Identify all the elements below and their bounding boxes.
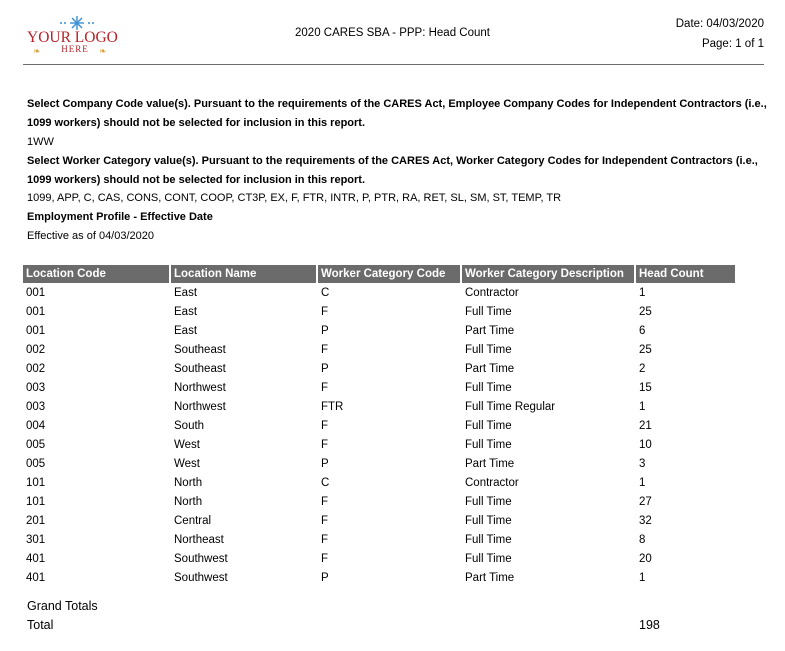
cell-head-count: 21 bbox=[639, 419, 652, 432]
cell-head-count: 15 bbox=[639, 381, 652, 394]
table-row bbox=[23, 359, 735, 378]
cell-location-name: North bbox=[174, 476, 203, 489]
table-row bbox=[23, 435, 735, 454]
cell-location-name: East bbox=[174, 286, 198, 299]
cell-worker-category-code: F bbox=[321, 305, 329, 318]
cell-location-code: 101 bbox=[26, 495, 46, 508]
cell-location-name: Southeast bbox=[174, 362, 226, 375]
table-row bbox=[23, 568, 735, 587]
cell-head-count: 1 bbox=[639, 476, 646, 489]
cell-location-code: 401 bbox=[26, 571, 46, 584]
cell-location-code: 003 bbox=[26, 381, 46, 394]
cell-location-code: 201 bbox=[26, 514, 46, 527]
table-row bbox=[23, 321, 735, 340]
cell-worker-category-description: Full Time bbox=[465, 343, 512, 356]
cell-location-name: East bbox=[174, 305, 198, 318]
cell-head-count: 6 bbox=[639, 324, 646, 337]
table-row bbox=[23, 302, 735, 321]
cell-worker-category-description: Full Time bbox=[465, 381, 512, 394]
cell-location-code: 005 bbox=[26, 438, 46, 451]
cell-location-code: 001 bbox=[26, 305, 46, 318]
header-divider bbox=[23, 64, 764, 65]
cell-worker-category-code: F bbox=[321, 552, 329, 565]
cell-head-count: 25 bbox=[639, 305, 652, 318]
cell-head-count: 32 bbox=[639, 514, 652, 527]
col-header-worker-category-code: Worker Category Code bbox=[317, 265, 461, 283]
cell-location-name: Northeast bbox=[174, 533, 224, 546]
cell-location-code: 003 bbox=[26, 400, 46, 413]
cell-location-code: 005 bbox=[26, 457, 46, 470]
cell-worker-category-code: F bbox=[321, 438, 329, 451]
page-number: Page: 1 of 1 bbox=[701, 38, 764, 50]
table-row bbox=[23, 549, 735, 568]
cell-worker-category-code: C bbox=[321, 476, 330, 489]
cell-location-code: 101 bbox=[26, 476, 46, 489]
cell-location-name: Southwest bbox=[174, 552, 228, 565]
logo-main-text: YOUR LOGO bbox=[27, 29, 118, 46]
cell-location-code: 301 bbox=[26, 533, 46, 546]
cell-worker-category-description: Full Time Regular bbox=[465, 400, 556, 413]
cell-worker-category-code: FTR bbox=[321, 400, 344, 413]
cell-worker-category-code: C bbox=[321, 286, 330, 299]
table-row bbox=[23, 397, 735, 416]
cell-head-count: 10 bbox=[639, 438, 652, 451]
cell-location-name: Central bbox=[174, 514, 212, 527]
table-row bbox=[23, 340, 735, 359]
cell-worker-category-code: P bbox=[321, 457, 329, 470]
cell-head-count: 20 bbox=[639, 552, 652, 565]
cell-worker-category-description: Full Time bbox=[465, 552, 512, 565]
cell-worker-category-description: Full Time bbox=[465, 533, 512, 546]
table-row bbox=[23, 473, 735, 492]
table-row bbox=[23, 283, 735, 302]
effective-date-value: Effective as of 04/03/2020 bbox=[27, 230, 154, 242]
cell-location-name: South bbox=[174, 419, 205, 432]
table-row bbox=[23, 378, 735, 397]
cell-location-code: 001 bbox=[26, 286, 46, 299]
cell-head-count: 2 bbox=[639, 362, 646, 375]
table-row bbox=[23, 416, 735, 435]
col-header-location-code: Location Code bbox=[23, 265, 170, 283]
cell-worker-category-description: Full Time bbox=[465, 419, 512, 432]
company-code-prompt: Select Company Code value(s). Pursuant to the requirements of the CARES Act, Employee Company Codes for Independent Contractors (i.e., 1099 workers) should not be selected for inclusion in this report. bbox=[27, 98, 767, 129]
cell-worker-category-description: Full Time bbox=[465, 305, 512, 318]
cell-location-name: North bbox=[174, 495, 203, 508]
cell-worker-category-code: F bbox=[321, 381, 329, 394]
col-header-worker-category-description: Worker Category Description bbox=[461, 265, 635, 283]
col-header-location-name: Location Name bbox=[170, 265, 317, 283]
cell-worker-category-description: Full Time bbox=[465, 495, 512, 508]
cell-location-code: 004 bbox=[26, 419, 46, 432]
cell-location-name: Northwest bbox=[174, 381, 226, 394]
worker-category-prompt: Select Worker Category value(s). Pursuant to the requirements of the CARES Act, Worker Category Codes for Independent Contractors (i.e., 1099 workers) should not be selected for inclusion in this report. bbox=[27, 155, 758, 186]
total-label: Total bbox=[27, 618, 54, 632]
employment-profile-label: Employment Profile - Effective Date bbox=[27, 211, 213, 223]
cell-head-count: 1 bbox=[639, 571, 646, 584]
cell-worker-category-code: F bbox=[321, 419, 329, 432]
logo-sub-text: HERE bbox=[61, 44, 89, 54]
leaf-left-icon: ❧ bbox=[33, 46, 41, 56]
cell-worker-category-description: Part Time bbox=[465, 457, 515, 470]
cell-location-name: West bbox=[174, 438, 200, 451]
cell-worker-category-code: F bbox=[321, 495, 329, 508]
leaf-right-icon: ❧ bbox=[99, 46, 107, 56]
col-header-head-count: Head Count bbox=[635, 265, 735, 283]
table-row bbox=[23, 492, 735, 511]
cell-location-code: 401 bbox=[26, 552, 46, 565]
cell-location-name: Northwest bbox=[174, 400, 226, 413]
cell-worker-category-code: P bbox=[321, 362, 329, 375]
cell-location-name: East bbox=[174, 324, 198, 337]
grand-totals-label: Grand Totals bbox=[27, 599, 98, 613]
total-value: 198 bbox=[639, 618, 660, 632]
cell-location-code: 002 bbox=[26, 362, 46, 375]
cell-worker-category-code: P bbox=[321, 571, 329, 584]
table-header-row bbox=[23, 265, 735, 283]
cell-worker-category-description: Full Time bbox=[465, 514, 512, 527]
cell-worker-category-description: Part Time bbox=[465, 571, 515, 584]
table-row bbox=[23, 530, 735, 549]
cell-worker-category-description: Contractor bbox=[465, 286, 519, 299]
cell-worker-category-description: Contractor bbox=[465, 476, 519, 489]
report-date: Date: 04/03/2020 bbox=[675, 18, 764, 30]
head-count-table bbox=[23, 265, 736, 587]
cell-worker-category-code: P bbox=[321, 324, 329, 337]
cell-head-count: 25 bbox=[639, 343, 652, 356]
cell-location-name: West bbox=[174, 457, 200, 470]
cell-worker-category-description: Part Time bbox=[465, 324, 515, 337]
cell-location-code: 001 bbox=[26, 324, 46, 337]
cell-head-count: 1 bbox=[639, 286, 646, 299]
worker-category-value: 1099, APP, C, CAS, CONS, CONT, COOP, CT3P, EX, F, FTR, INTR, P, PTR, RA, RET, SL, SM, ST, TEMP, TR bbox=[27, 192, 562, 204]
table-row bbox=[23, 454, 735, 473]
cell-worker-category-code: F bbox=[321, 533, 329, 546]
table-row bbox=[23, 511, 735, 530]
report-title: 2020 CARES SBA - PPP: Head Count bbox=[295, 27, 490, 39]
cell-head-count: 3 bbox=[639, 457, 646, 470]
cell-head-count: 27 bbox=[639, 495, 652, 508]
cell-head-count: 8 bbox=[639, 533, 646, 546]
cell-head-count: 1 bbox=[639, 400, 646, 413]
cell-location-name: Southeast bbox=[174, 343, 226, 356]
cell-location-name: Southwest bbox=[174, 571, 228, 584]
cell-worker-category-description: Part Time bbox=[465, 362, 515, 375]
cell-worker-category-code: F bbox=[321, 343, 329, 356]
cell-worker-category-code: F bbox=[321, 514, 329, 527]
cell-location-code: 002 bbox=[26, 343, 46, 356]
cell-worker-category-description: Full Time bbox=[465, 438, 512, 451]
company-code-value: 1WW bbox=[27, 136, 54, 148]
